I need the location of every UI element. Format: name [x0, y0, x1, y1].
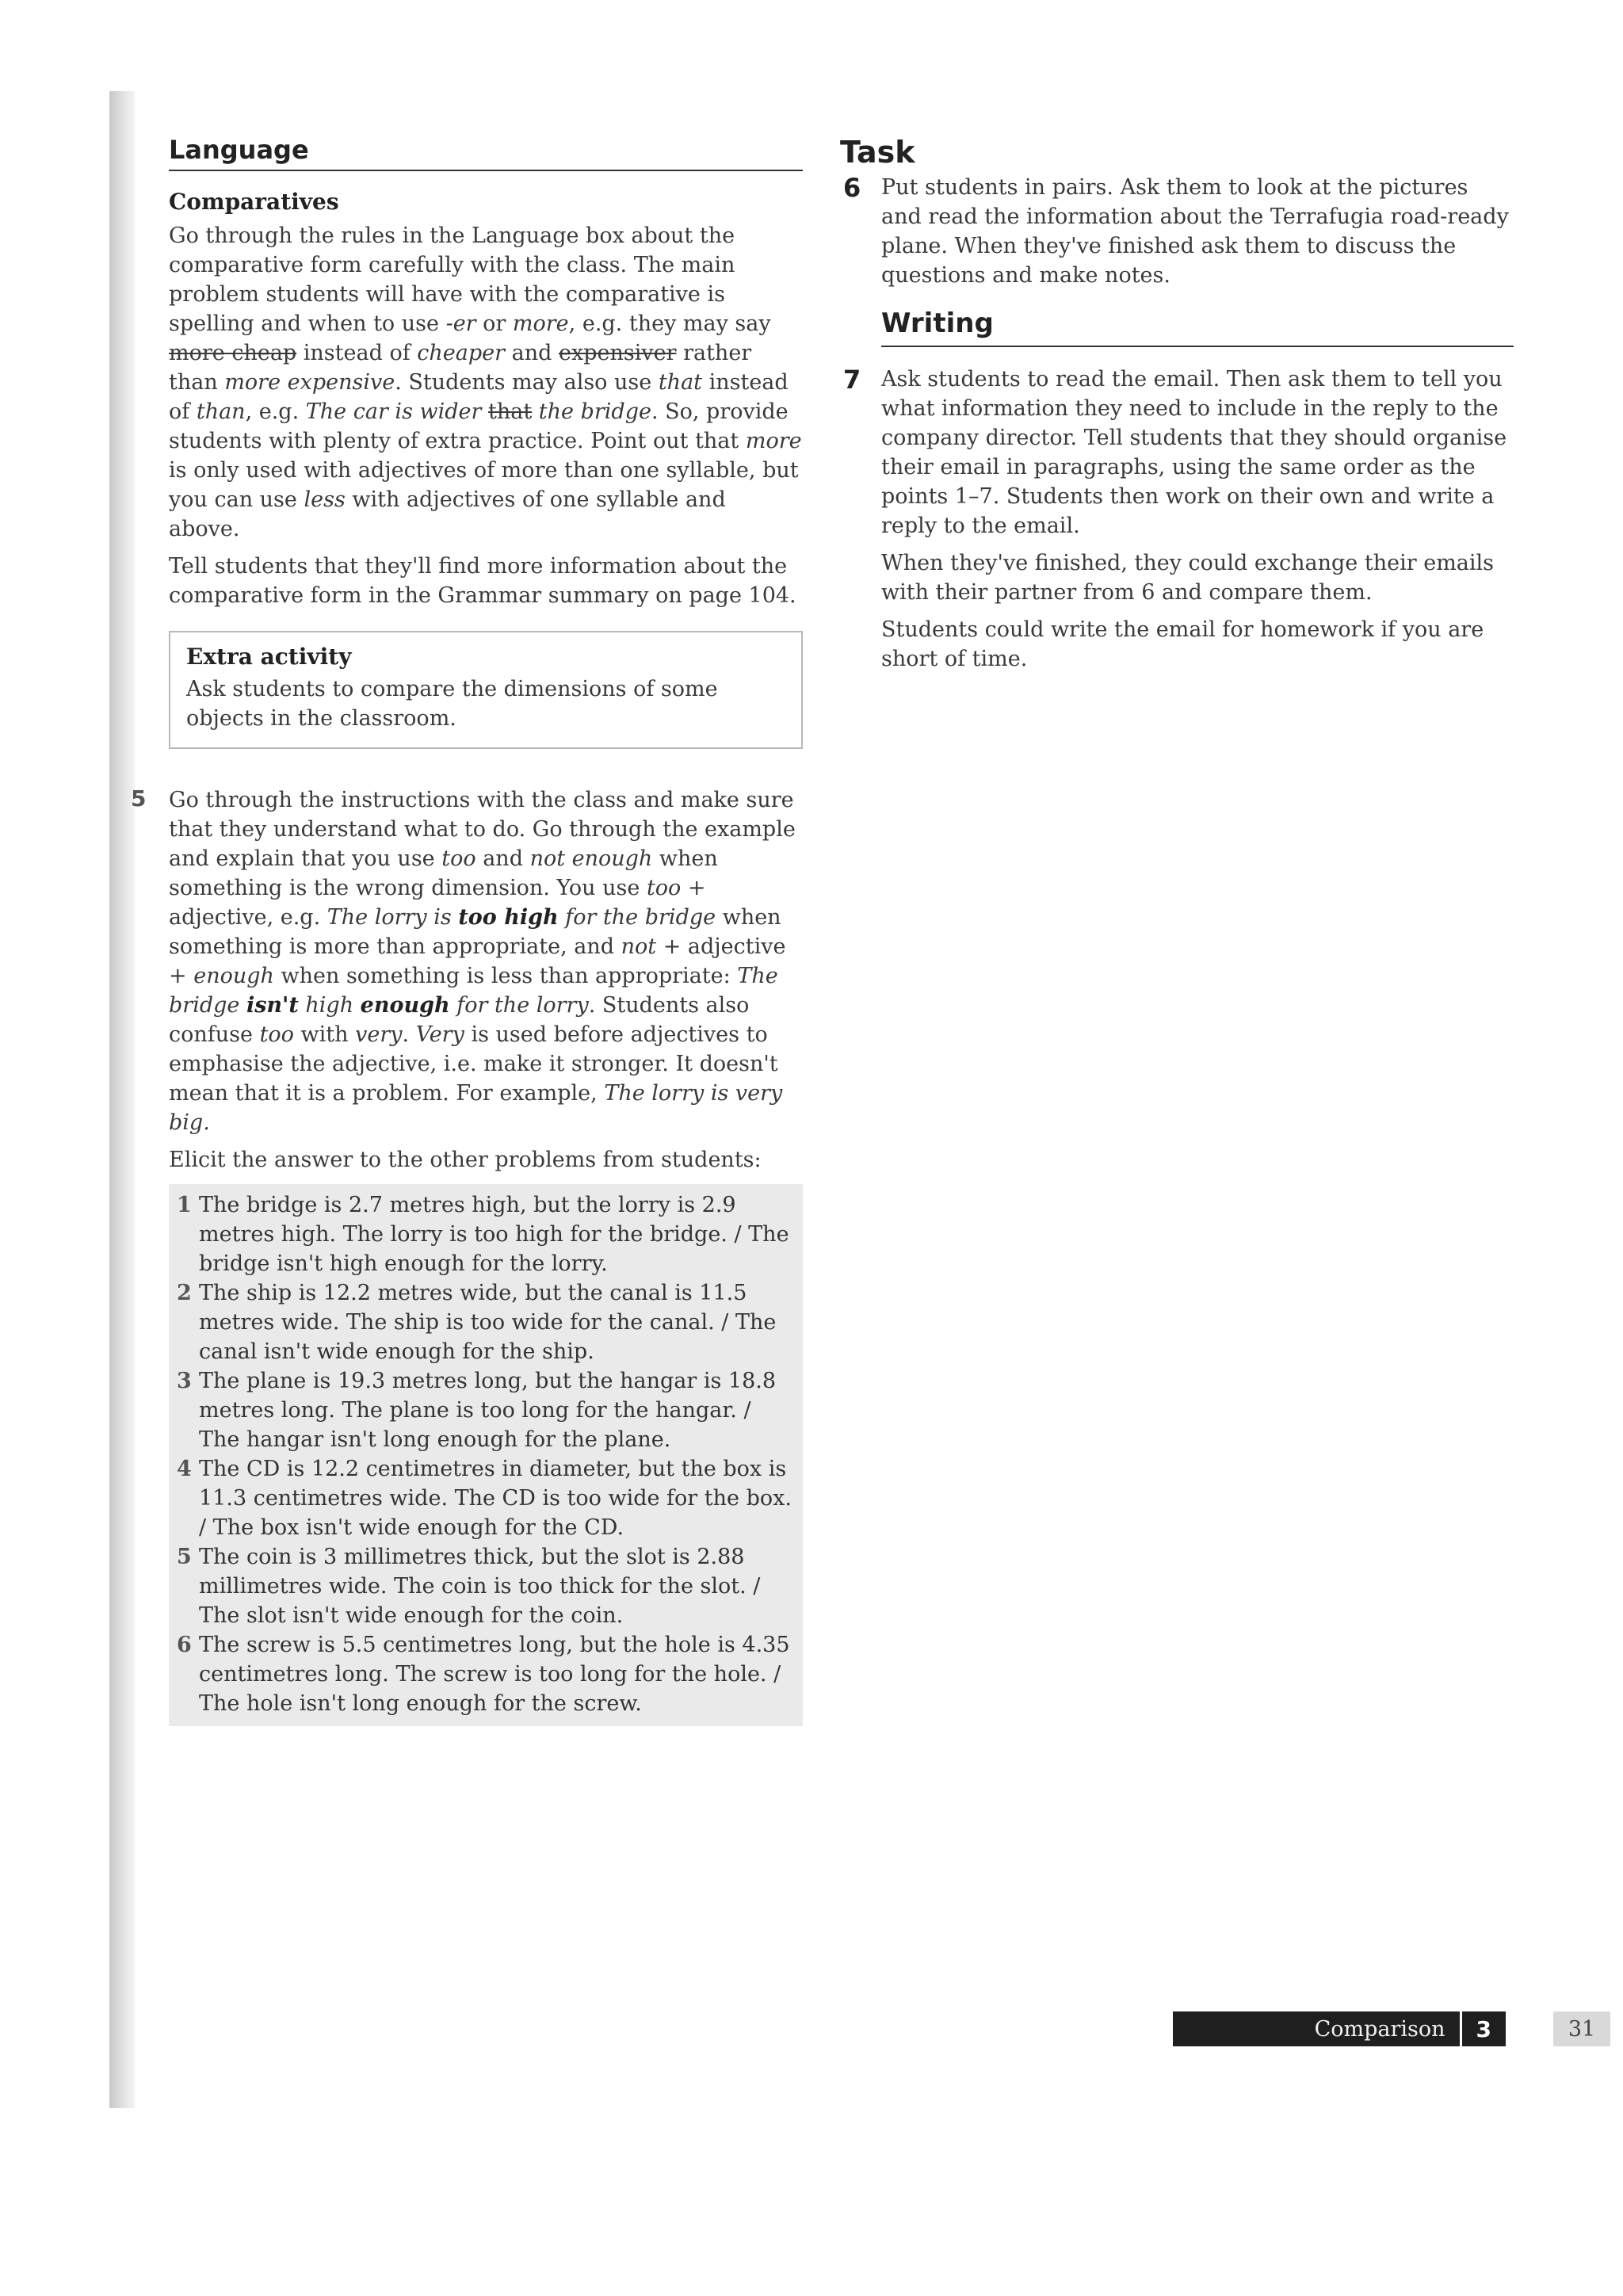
answer-item	[177, 1190, 795, 1278]
answer-list	[169, 1184, 803, 1726]
answer-item	[177, 1454, 795, 1542]
text-run: The car is wider	[305, 399, 489, 424]
answer-item	[177, 1278, 795, 1366]
answer-number: 6	[177, 1633, 192, 1657]
text-run: -er	[445, 311, 476, 336]
text-run: . So, provide students with plenty of extra practice. Point out that	[169, 399, 789, 453]
text-run: more expensive	[224, 370, 395, 395]
text-run: when something is more than appropriate, and	[169, 905, 781, 959]
item-7-para-2: When they've finished, they could exchange their emails with their partner from 6 and compare them.	[881, 551, 1495, 605]
extra-activity-box	[169, 631, 803, 749]
text-run: , e.g.	[245, 399, 306, 424]
text-run: with	[293, 1022, 356, 1047]
text-run: rather than	[169, 341, 752, 395]
answer-number: 5	[177, 1545, 192, 1569]
comparatives-subheading: Comparatives	[169, 189, 339, 215]
text-run: enough	[193, 964, 274, 988]
text-run: too	[441, 846, 476, 871]
text-run: more cheap	[169, 341, 297, 365]
text-run: enough	[360, 993, 450, 1018]
text-run: too	[259, 1022, 294, 1047]
text-run: very	[355, 1022, 403, 1047]
answer-text: The bridge is 2.7 metres high, but the lorry is 2.9 metres high. The lorry is too high for the bridge. / The bridge isn't high enough for the lorry.	[199, 1193, 789, 1276]
section-5	[131, 785, 803, 1726]
text-run: expensiver	[559, 341, 677, 365]
unit-footer-bar	[1173, 2011, 1506, 2046]
text-run: not	[621, 934, 657, 959]
answer-text: The plane is 19.3 metres long, but the hangar is 18.8 metres long. The plane is too long for the hangar. / The hangar isn't long enough for the plane.	[199, 1369, 777, 1452]
extra-activity-text: Ask students to compare the dimensions of some objects in the classroom.	[186, 677, 718, 731]
text-run: or	[475, 311, 513, 336]
answer-item	[177, 1366, 795, 1454]
text-run: . Students also confuse	[169, 993, 750, 1047]
text-run: less	[304, 487, 346, 512]
text-run: for the bridge	[558, 905, 716, 930]
text-run: high	[298, 993, 361, 1018]
answer-text: The screw is 5.5 centimetres long, but the hole is 4.35 centimetres long. The screw is too long for the hole. / The hole isn't long enough for the screw.	[199, 1633, 790, 1716]
text-run: not enough	[529, 846, 653, 871]
item-6-text: Put students in pairs. Ask them to look at the pictures and read the information about the Terrafugia road-ready plane. When they've finished ask them to discuss the questions and make notes.	[881, 175, 1509, 288]
left-column	[131, 135, 803, 1726]
text-run: Very	[415, 1022, 464, 1047]
text-run: . Students may also use	[395, 370, 659, 395]
text-run: instead of	[296, 341, 418, 365]
answer-item	[177, 1542, 795, 1630]
text-run: the bridge	[532, 399, 651, 424]
writing-heading: Writing	[881, 308, 1514, 347]
grammar-summary-paragraph: Tell students that they'll find more information about the comparative form in the Grammar summary on page 104.	[169, 554, 796, 608]
text-run: The bridge	[169, 964, 778, 1018]
text-run: with adjectives of one syllable and above.	[169, 487, 726, 541]
answer-item	[177, 1630, 795, 1718]
text-run: instead of	[169, 370, 789, 424]
text-run: too	[646, 876, 682, 900]
text-run: is only used with adjectives of more than one syllable, but you can use	[169, 458, 799, 512]
text-run: The lorry is very big.	[169, 1081, 783, 1135]
item-6-number: 6	[843, 173, 861, 203]
text-run: Go through the instructions with the class and make sure that they understand what to do. Go through the example and explain that you use	[169, 788, 796, 871]
task-heading: Task	[840, 135, 915, 170]
text-run: isn't	[246, 993, 299, 1018]
text-run: more	[512, 311, 569, 336]
answer-text: The coin is 3 millimetres thick, but the slot is 2.88 millimetres wide. The coin is too thick for the slot. / The slot isn't wide enough for the coin.	[199, 1545, 761, 1628]
text-run: .	[402, 1022, 416, 1047]
text-run: is used before adjectives to emphasise the adjective, i.e. make it stronger. It doesn't mean that it is a problem. For example,	[169, 1022, 778, 1106]
page-gutter-shadow	[109, 91, 135, 2108]
answer-text: The ship is 12.2 metres wide, but the canal is 11.5 metres wide. The ship is too wide for the canal. / The canal isn't wide enough for the ship.	[199, 1281, 777, 1364]
text-run: too high	[458, 905, 559, 930]
unit-number: 3	[1460, 2011, 1506, 2046]
answer-number: 1	[177, 1193, 192, 1217]
section-5-paragraph	[169, 785, 803, 1137]
answer-number: 4	[177, 1457, 192, 1481]
answer-number: 3	[177, 1369, 192, 1393]
text-run: than	[196, 399, 246, 424]
item-7-number: 7	[843, 365, 861, 395]
item-6	[843, 173, 1514, 290]
comparatives-paragraph	[169, 221, 803, 544]
text-run: , e.g. they may say	[568, 311, 771, 336]
unit-section-label: Comparison	[1314, 2016, 1445, 2042]
answer-number: 2	[177, 1281, 192, 1305]
text-run: when something is the wrong dimension. You use	[169, 846, 718, 900]
right-column	[840, 135, 1514, 682]
text-run: cheaper	[417, 341, 506, 365]
text-run: The lorry is	[327, 905, 459, 930]
section-5-number: 5	[131, 785, 147, 812]
page-number: 31	[1553, 2011, 1610, 2046]
text-run: + adjective +	[169, 934, 786, 988]
text-run: Go through the rules in the Language box about the comparative form carefully with the class. The main problem students will have with the comparative is spelling and when to use	[169, 223, 735, 336]
answer-text: The CD is 12.2 centimetres in diameter, but the box is 11.3 centimetres wide. The CD is too wide for the box. / The box isn't wide enough for the CD.	[199, 1457, 792, 1540]
text-run: when something is less than appropriate:	[273, 964, 738, 988]
text-run: that	[658, 370, 703, 395]
language-heading: Language	[169, 135, 803, 171]
text-run: that	[488, 399, 533, 424]
item-7-para-1: Ask students to read the email. Then ask them to tell you what information they need to include in the reply to the company director. Tell students that they should organise their email in paragraphs, using the same order as the points 1–7. Students then work on their own and write a reply to the email.	[881, 367, 1507, 538]
extra-activity-title: Extra activity	[186, 644, 352, 670]
text-run: for the lorry	[449, 993, 589, 1018]
elicit-paragraph: Elicit the answer to the other problems from students:	[169, 1148, 762, 1172]
text-run: more	[745, 429, 802, 453]
item-7	[843, 365, 1514, 674]
text-run: and	[475, 846, 530, 871]
text-run: + adjective, e.g.	[169, 876, 706, 930]
text-run: and	[505, 341, 559, 365]
item-7-para-3: Students could write the email for homework if you are short of time.	[881, 617, 1484, 671]
